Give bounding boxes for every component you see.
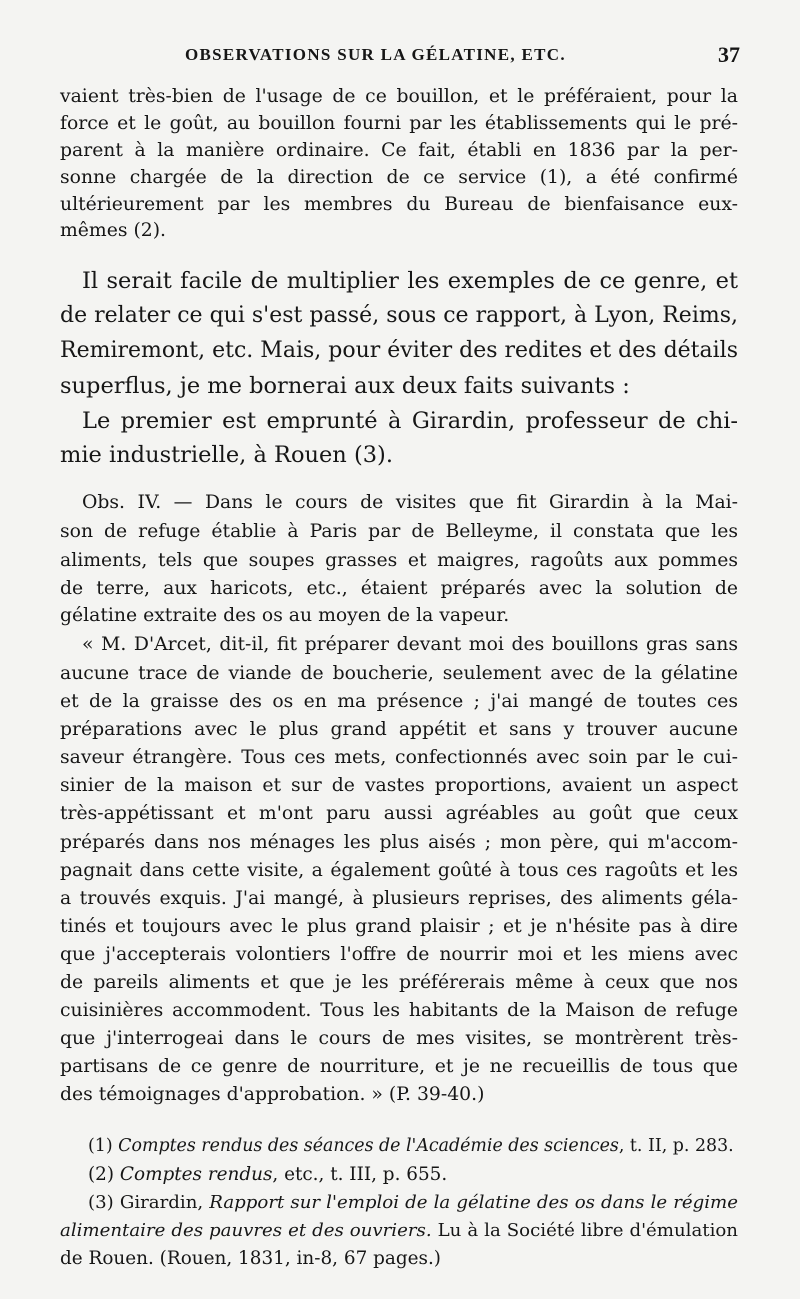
text-line: très-appétissant et m'ont paru aussi agréables au goût que ceux (60, 803, 738, 824)
text-line: saveur étrangère. Tous ces mets, confectionnés avec soin par le cui- (60, 747, 738, 768)
text-line: « M. D'Arcet, dit-il, fit préparer devant moi des bouillons gras sans (82, 634, 738, 655)
footnote-1 (88, 1138, 738, 1155)
text-line: des témoignages d'approbation. » (P. 39-40.) (60, 1084, 485, 1105)
footnote-number: (2) (88, 1164, 115, 1185)
text-line: mêmes (2). (60, 220, 167, 241)
text-line: de terre, aux haricots, etc., étaient préparés avec la solution de (60, 578, 738, 599)
text-line: gélatine extraite des os au moyen de la vapeur. (60, 605, 510, 626)
footnote-ref: Lu à la Société libre d'émulation (431, 1220, 738, 1241)
footnote-ref: , t. II, p. 283. (618, 1136, 734, 1156)
footnote-3-line-2 (60, 1222, 738, 1240)
text-line: de pareils aliments et que je les préférerais même à ceux que nos (60, 972, 738, 993)
text-line: Obs. IV. — Dans le cours de visites que fit Girardin à la Mai- (82, 492, 738, 513)
footnote-2 (88, 1166, 738, 1184)
text-line: préparés dans nos ménages les plus aisés ; mon père, qui m'accom- (60, 832, 738, 853)
footnote-3-line-3: de Rouen. (Rouen, 1831, in-8, 67 pages.) (60, 1248, 441, 1269)
footnote-author: Girardin, (119, 1192, 204, 1213)
text-line: sonne chargée de la direction de ce service (1), a été confirmé (60, 167, 738, 188)
text-line: de relater ce qui s'est passé, sous ce rapport, à Lyon, Reims, (60, 303, 738, 328)
text-line: aliments, tels que soupes grasses et maigres, ragoûts aux pommes (60, 550, 738, 571)
text-line: parent à la manière ordinaire. Ce fait, établi en 1836 par la per- (60, 140, 738, 161)
text-line: aucune trace de viande de boucherie, seulement avec de la gélatine (60, 663, 738, 684)
text-line: force et le goût, au bouillon fourni par les établissements qui le pré- (60, 113, 738, 134)
text-line: tinés et toujours avec le plus grand plaisir ; et je n'hésite pas à dire (60, 916, 738, 937)
text-line: Remiremont, etc. Mais, pour éviter des redites et des détails (60, 338, 738, 363)
text-line: pagnait dans cette visite, a également goûté à tous ces ragoûts et les (60, 860, 738, 881)
text-line: et de la graisse des os en ma présence ; j'ai mangé de toutes ces (60, 691, 738, 712)
footnote-3 (88, 1194, 738, 1212)
text-line: que j'accepterais volontiers l'offre de nourrir moi et les miens avec (60, 944, 738, 965)
page-number: 37 (718, 42, 740, 67)
footnote-number: (3) (88, 1192, 114, 1213)
text-line: ultérieurement par les membres du Bureau de bienfaisance eux- (60, 194, 738, 215)
footnote-title: Comptes rendus des séances de l'Académie des sciences (118, 1136, 619, 1156)
footnote-number: (1) (88, 1136, 113, 1156)
text-line: Il serait facile de multiplier les exemples de ce genre, et (82, 268, 738, 294)
text-line: vaient très-bien de l'usage de ce bouillon, et le préféraient, pour la (60, 86, 738, 107)
footnote-title: Comptes rendus (119, 1164, 273, 1185)
text-line: mie industrielle, à Rouen (3). (60, 442, 393, 468)
footnote-ref: , etc., t. III, p. 655. (272, 1164, 448, 1185)
text-line: son de refuge établie à Paris par de Belleyme, il constata que les (60, 521, 738, 542)
page-header (60, 40, 740, 76)
text-line: que j'interrogeai dans le cours de mes visites, se montrèrent très- (60, 1028, 738, 1049)
text-line: Le premier est emprunté à Girardin, professeur de chi- (82, 408, 738, 434)
text-line: partisans de ce genre de nourriture, et je ne recueillis de tous que (60, 1056, 738, 1077)
text-line: a trouvés exquis. J'ai mangé, à plusieurs reprises, des aliments géla- (60, 888, 738, 909)
text-line: préparations avec le plus grand appétit et sans y trouver aucune (60, 719, 738, 740)
footnote-title: Rapport sur l'emploi de la gélatine des os dans le régime (209, 1192, 738, 1213)
footnote-title: alimentaire des pauvres et des ouvriers. (60, 1220, 432, 1241)
text-line: cuisinières accommodent. Tous les habitants de la Maison de refuge (60, 1000, 738, 1021)
text-line: sinier de la maison et sur de vastes proportions, avaient un aspect (60, 775, 738, 796)
running-head: OBSERVATIONS SUR LA GÉLATINE, ETC. (185, 45, 566, 64)
text-line: superflus, je me bornerai aux deux faits suivants : (60, 373, 630, 399)
